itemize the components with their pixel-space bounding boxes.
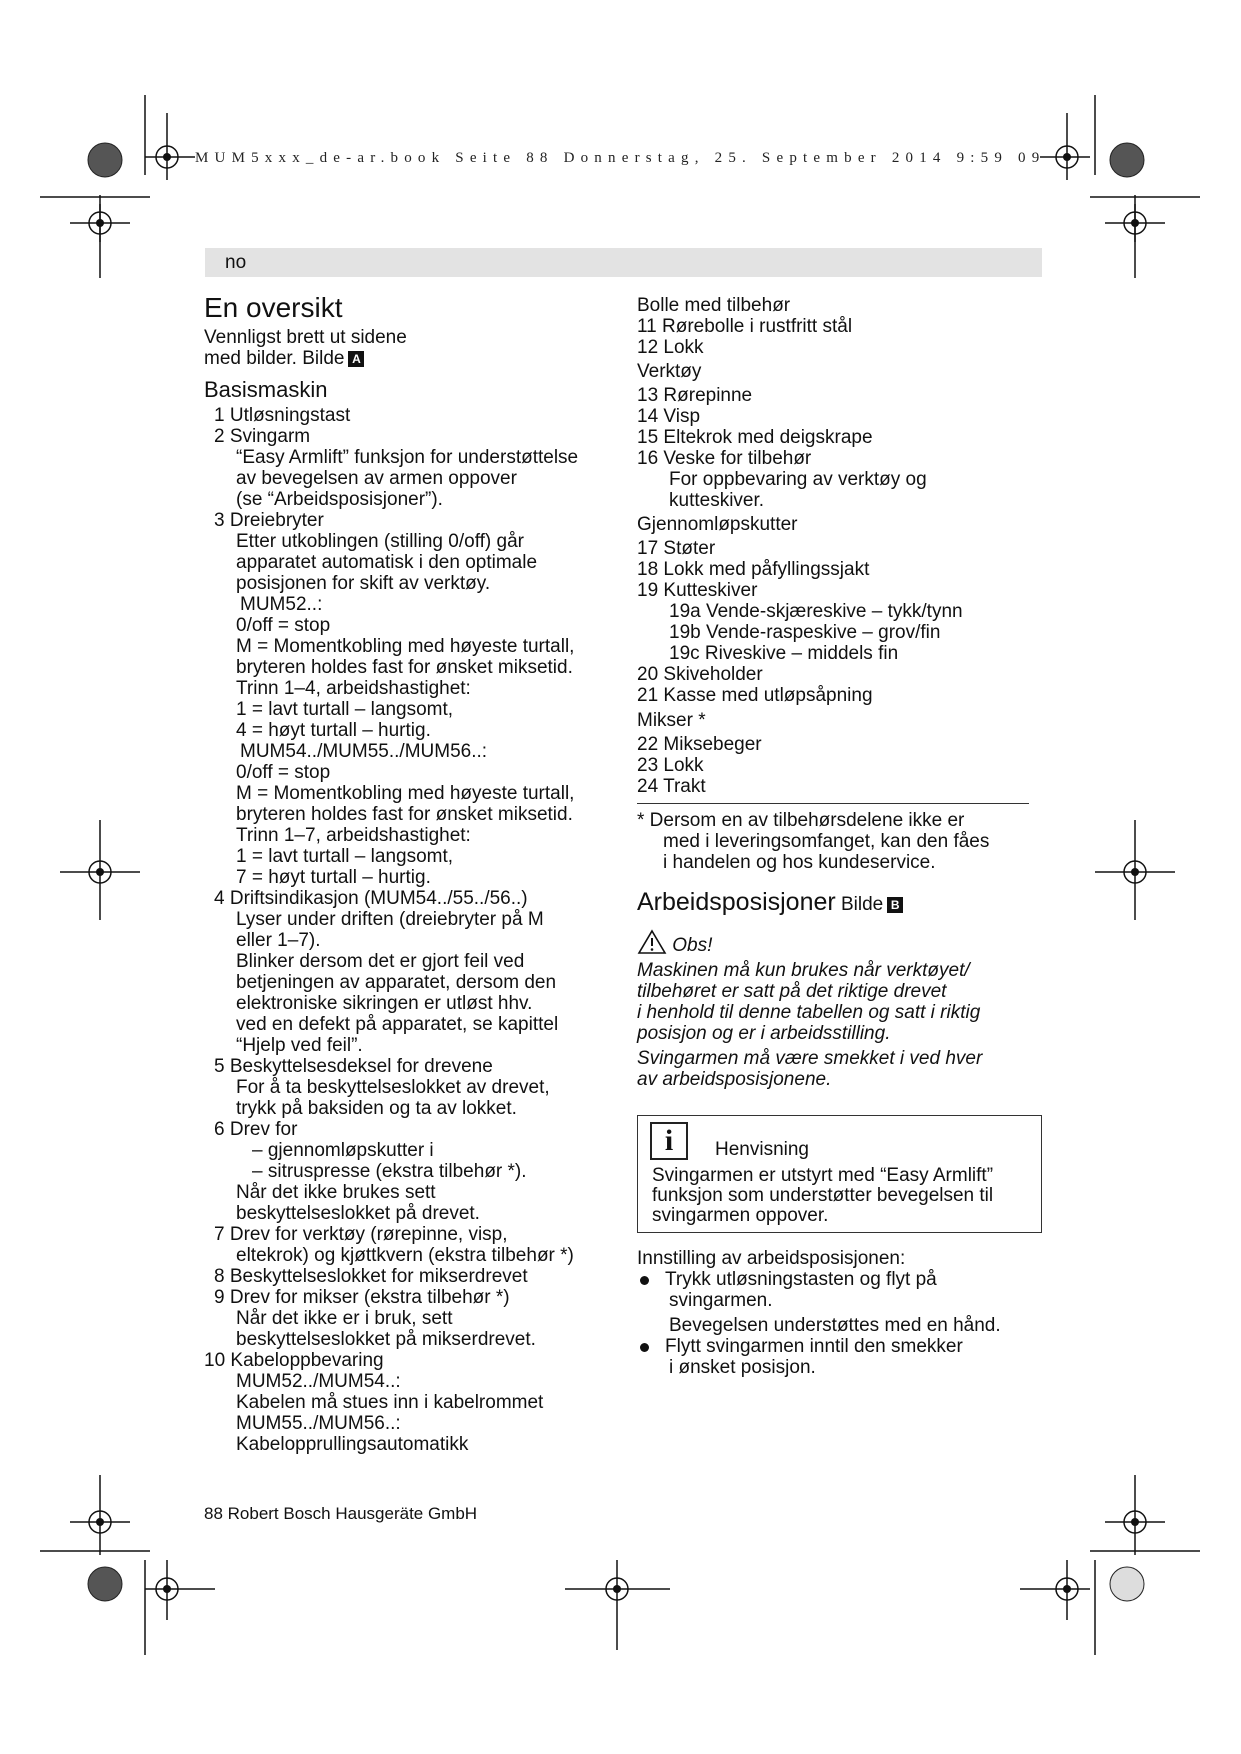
color-target-icon xyxy=(1110,143,1144,177)
color-target-icon xyxy=(1110,1567,1144,1601)
list-desc: eltekrok) og kjøttkvern (ekstra tilbehør *) xyxy=(236,1245,574,1266)
list-desc: 7 = høyt turtall – hurtig. xyxy=(236,867,431,888)
list-item: 9 Drev for mikser (ekstra tilbehør *) xyxy=(214,1287,510,1308)
list-item: 21 Kasse med utløpsåpning xyxy=(637,685,873,706)
list-desc: apparatet automatisk i den optimale xyxy=(236,552,538,573)
list-item: 14 Visp xyxy=(637,406,701,427)
list-item: 19 Kutteskiver xyxy=(637,580,758,601)
list-desc: (se “Arbeidsposisjoner”). xyxy=(236,489,443,510)
list-item: 7 Drev for verktøy (rørepinne, visp, xyxy=(214,1224,508,1245)
list-desc: beskyttelseslokket på mikserdrevet. xyxy=(236,1329,536,1350)
list-desc: bryteren holdes fast for ønsket miksetid. xyxy=(236,657,573,678)
language-band xyxy=(205,248,1042,277)
footnote: i handelen og hos kundeservice. xyxy=(663,852,936,873)
intro-line: med bilder. Bilde A xyxy=(204,348,624,369)
warning-heading: Obs! xyxy=(637,929,1047,956)
group-heading: Mikser * xyxy=(637,710,706,731)
list-desc: For oppbevaring av verktøy og xyxy=(669,469,927,490)
figure-ref-icon: A xyxy=(348,351,364,367)
list-item: 1 Utløsningstast xyxy=(214,405,351,426)
section-heading: Arbeidsposisjoner Bilde B xyxy=(637,887,1047,917)
list-desc: “Easy Armlift” funksjon for understøttelse xyxy=(236,447,579,468)
list-item: 23 Lokk xyxy=(637,755,704,776)
warning-text: posisjon og er i arbeidsstilling. xyxy=(637,1023,891,1044)
model-label: MUM54../MUM55../MUM56..: xyxy=(240,741,488,762)
list-desc: Kabelen må stues inn i kabelrommet xyxy=(236,1392,544,1413)
list-desc: – gjennomløpskutter i xyxy=(252,1140,434,1161)
list-desc: beskyttelseslokket på drevet. xyxy=(236,1203,480,1224)
language-code: no xyxy=(225,252,247,273)
list-item: 5 Beskyttelsesdeksel for drevene xyxy=(214,1056,493,1077)
list-desc: Når det ikke er i bruk, sett xyxy=(236,1308,453,1329)
color-target-icon xyxy=(88,143,122,177)
group-heading: Gjennomløpskutter xyxy=(637,514,798,535)
running-header: MUM5xxx_de-ar.book Seite 88 Donnerstag, 25. September 2014 9:59 09 xyxy=(195,150,1046,166)
instructions xyxy=(637,1248,1047,1378)
group-heading: Verktøy xyxy=(637,361,702,382)
instructions-title: Innstilling av arbeidsposisjonen: xyxy=(637,1248,906,1269)
warning-text: i henhold til denne tabellen og satt i riktig xyxy=(637,1002,981,1023)
list-desc: trykk på baksiden og ta av lokket. xyxy=(236,1098,517,1119)
intro-line: Vennligst brett ut sidene xyxy=(204,327,407,348)
model-label: MUM52..: xyxy=(240,594,323,615)
warning-triangle-icon xyxy=(637,929,667,955)
list-desc: kutteskiver. xyxy=(669,490,765,511)
warning-text: Maskinen må kun brukes når verktøyet/ xyxy=(637,960,970,981)
list-desc: bryteren holdes fast for ønsket miksetid. xyxy=(236,804,573,825)
list-desc: Blinker dersom det er gjort feil ved xyxy=(236,951,525,972)
list-desc: 1 = lavt turtall – langsomt, xyxy=(236,699,454,720)
warning-text: tilbehøret er satt på det riktige drevet xyxy=(637,981,947,1002)
left-column xyxy=(204,292,624,1455)
list-item: 13 Rørepinne xyxy=(637,385,753,406)
color-target-icon xyxy=(88,1567,122,1601)
list-desc: 19c Riveskive – middels fin xyxy=(669,643,899,664)
list-desc: For å ta beskyttelseslokket av drevet, xyxy=(236,1077,550,1098)
list-desc: 0/off = stop xyxy=(236,762,331,783)
list-desc: MUM55../MUM56..: xyxy=(236,1413,401,1434)
list-desc: posisjonen for skift av verktøy. xyxy=(236,573,491,594)
list-desc: 19b Vende-raspeskive – grov/fin xyxy=(669,622,941,643)
footnote-rule xyxy=(637,803,1029,804)
list-desc: “Hjelp ved feil”. xyxy=(236,1035,363,1056)
list-item: 20 Skiveholder xyxy=(637,664,763,685)
footnote: * Dersom en av tilbehørsdelene ikke er xyxy=(637,810,965,831)
list-desc: eller 1–7). xyxy=(236,930,321,951)
list-item: 2 Svingarm xyxy=(214,426,311,447)
page-title: En oversikt xyxy=(204,292,343,323)
section-heading: Basismaskin xyxy=(204,377,328,402)
list-desc: 19a Vende-skjæreskive – tykk/tynn xyxy=(669,601,963,622)
list-desc: betjeningen av apparatet, dersom den xyxy=(236,972,557,993)
list-desc: MUM52../MUM54..: xyxy=(236,1371,401,1392)
info-icon: i xyxy=(650,1122,688,1160)
note-box xyxy=(637,1115,1042,1233)
list-item: 8 Beskyttelseslokket for mikserdrevet xyxy=(214,1266,528,1287)
list-desc: Trinn 1–7, arbeidshastighet: xyxy=(236,825,471,846)
list-desc: Trinn 1–4, arbeidshastighet: xyxy=(236,678,471,699)
bullet-item: Flytt svingarmen inntil den smekker i ønsket posisjon. xyxy=(637,1336,1047,1378)
list-item: 6 Drev for xyxy=(214,1119,298,1140)
list-item: 12 Lokk xyxy=(637,337,704,358)
note-title: Henvisning xyxy=(715,1139,809,1160)
list-desc: ved en defekt på apparatet, se kapittel xyxy=(236,1014,559,1035)
list-desc: Når det ikke brukes sett xyxy=(236,1182,436,1203)
note-text: Svingarmen er utstyrt med “Easy Armlift” funksjon som understøtter bevegelsen til svingarmen oppover. xyxy=(652,1165,994,1226)
list-item: 10 Kabeloppbevaring xyxy=(204,1350,384,1371)
list-desc: 1 = lavt turtall – langsomt, xyxy=(236,846,454,867)
list-desc: Kabelopprullingsautomatikk xyxy=(236,1434,469,1455)
list-item: 16 Veske for tilbehør xyxy=(637,448,812,469)
list-item: 4 Driftsindikasjon (MUM54../55../56..) xyxy=(214,888,528,909)
list-item: 22 Miksebeger xyxy=(637,734,762,755)
list-desc: M = Momentkobling med høyeste turtall, xyxy=(236,783,575,804)
footnote: med i leveringsomfanget, kan den fåes xyxy=(663,831,990,852)
list-desc: 4 = høyt turtall – hurtig. xyxy=(236,720,431,741)
list-item: 15 Eltekrok med deigskrape xyxy=(637,427,873,448)
warning-text: Svingarmen må være smekket i ved hver xyxy=(637,1048,983,1069)
list-item: 11 Rørebolle i rustfritt stål xyxy=(637,316,853,337)
list-item: 18 Lokk med påfyllingssjakt xyxy=(637,559,870,580)
group-heading: Bolle med tilbehør xyxy=(637,295,791,316)
list-item: 3 Dreiebryter xyxy=(214,510,324,531)
list-item: 24 Trakt xyxy=(637,776,706,797)
list-desc: M = Momentkobling med høyeste turtall, xyxy=(236,636,575,657)
list-desc: av bevegelsen av armen oppover xyxy=(236,468,517,489)
bullet-item: Trykk utløsningstasten og flyt på svingarmen. Bevegelsen understøttes med en hånd. xyxy=(637,1269,1047,1336)
list-desc: Etter utkoblingen (stilling 0/off) går xyxy=(236,531,524,552)
figure-ref-icon: B xyxy=(887,897,903,913)
warning-text: av arbeidsposisjonene. xyxy=(637,1069,832,1090)
list-desc: – sitruspresse (ekstra tilbehør *). xyxy=(252,1161,527,1182)
page-footer: 88 Robert Bosch Hausgeräte GmbH xyxy=(204,1504,478,1523)
list-item: 17 Støter xyxy=(637,538,716,559)
list-desc: Lyser under driften (dreiebryter på M xyxy=(236,909,544,930)
list-desc: elektroniske sikringen er utløst hhv. xyxy=(236,993,533,1014)
list-desc: 0/off = stop xyxy=(236,615,331,636)
right-column xyxy=(637,295,1047,1090)
